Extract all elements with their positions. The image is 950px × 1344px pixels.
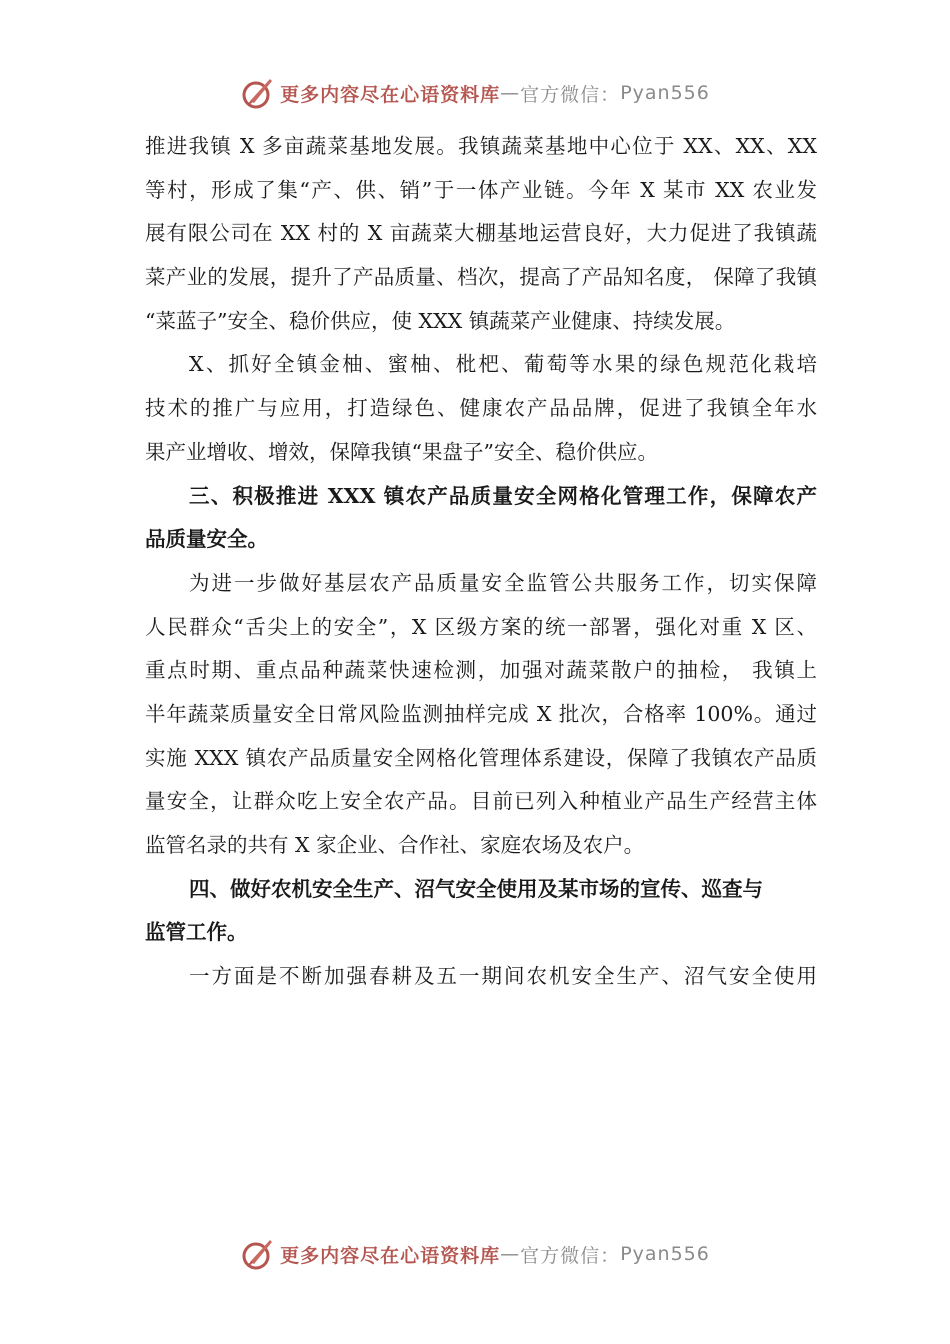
quill-logo-icon	[240, 1236, 276, 1272]
body-line: 展有限公司在 XX 村的 X 亩蔬菜大棚基地运营良好，大力促进了我镇蔬	[145, 221, 817, 246]
body-line: 果产业增收、增效，保障我镇“果盘子”安全、稳价供应。	[145, 439, 658, 464]
body-line: 实施 XXX 镇农产品质量安全网格化管理体系建设，保障了我镇农产品质	[145, 745, 817, 770]
body-line: 半年蔬菜质量安全日常风险监测抽样完成 X 批次，合格率 100%。通过	[145, 701, 817, 726]
body-line: 重点时期、重点品种蔬菜快速检测，加强对蔬菜散户的抽检， 我镇上	[145, 658, 817, 683]
body-line: 推进我镇 X 多亩蔬菜基地发展。我镇蔬菜基地中心位于 XX、XX、XX	[145, 134, 817, 158]
banner-wechat-label: 官方微信：	[520, 83, 621, 106]
section-heading-3: 三、积极推进 XXX 镇农产品质量安全网格化管理工作，保障农产	[189, 483, 817, 508]
body-line: 菜产业的发展，提升了产品质量、档次，提高了产品知名度， 保障了我镇	[145, 265, 817, 290]
section-heading-4: 四、做好农机安全生产、沼气安全使用及某市场的宣传、巡查与	[189, 876, 763, 901]
body-line: 为进一步做好基层农产品质量安全监管公共服务工作，切实保障	[189, 570, 817, 595]
banner-main-text: 更多内容尽在心语资料库	[280, 1244, 501, 1267]
body-line: 技术的推广与应用，打造绿色、健康农产品品牌，促进了我镇全年水	[145, 396, 817, 421]
body-line: X、抓好全镇金柚、蜜柚、枇杷、葡萄等水果的绿色规范化栽培	[189, 352, 817, 377]
banner-dash: —	[500, 82, 521, 104]
section-heading-4-cont: 监管工作。	[145, 920, 248, 945]
body-line: 人民群众“舌尖上的安全”，X 区级方案的统一部署，强化对重 X 区、	[145, 614, 817, 639]
banner-wechat-id: Pyan556	[620, 1243, 710, 1265]
body-line: 等村，形成了集“产、供、销”于一体产业链。今年 X 某市 XX 农业发	[145, 177, 817, 202]
header-banner	[0, 73, 950, 113]
body-line: 量安全，让群众吃上安全农产品。目前已列入种植业产品生产经营主体	[145, 789, 817, 814]
footer-banner	[0, 1234, 950, 1274]
banner-wechat-label: 官方微信：	[520, 1244, 621, 1267]
quill-logo-icon	[240, 75, 276, 111]
body-line: “菜蓝子”安全、稳价供应，使 XXX 镇蔬菜产业健康、持续发展。	[145, 308, 736, 333]
document-body	[145, 125, 817, 999]
body-line: 监管名录的共有 X 家企业、合作社、家庭农场及农户。	[145, 833, 645, 857]
banner-dash: —	[500, 1243, 521, 1265]
banner-main-text: 更多内容尽在心语资料库	[280, 83, 501, 106]
section-heading-3-cont: 品质量安全。	[145, 527, 268, 552]
banner-wechat-id: Pyan556	[620, 82, 710, 104]
body-line: 一方面是不断加强春耕及五一期间农机安全生产、沼气安全使用	[189, 964, 817, 989]
